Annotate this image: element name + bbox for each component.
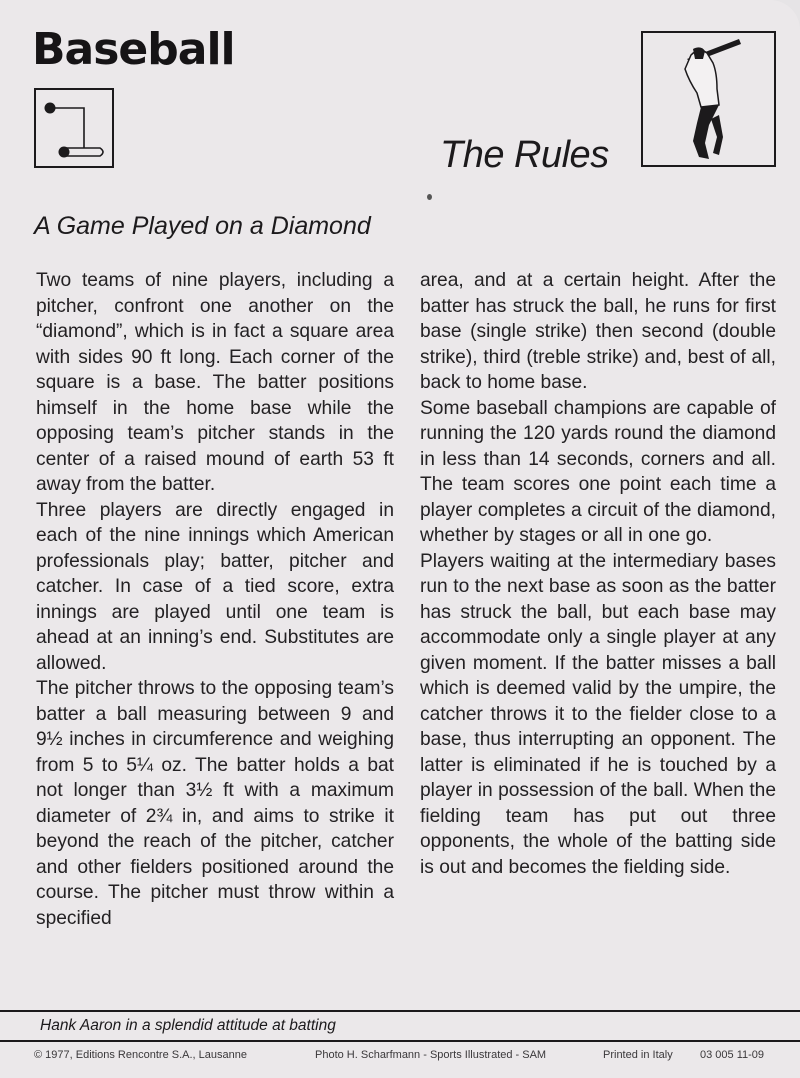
paragraph: Some baseball champions are capable of running the 120 yards round the diamond in less than 14 seconds, corners and all. The team scores one point each time a player completes a circuit of the diamond, whether by stages or all in one go. [420, 397, 776, 546]
batter-silhouette-icon [641, 31, 776, 167]
section-heading: The Rules [440, 134, 609, 176]
paragraph: Two teams of nine players, including a pitcher, confront one another on the “diamond”, which is in fact a square area with sides 90 ft long. Each corner of the square is a base. The batter positions himself in the home base while the opposing team’s pitcher stands in the center of a raised mound of earth 53 ft away from the batter. [36, 270, 394, 495]
photo-credit: Photo H. Scharfmann - Sports Illustrated - SAM [315, 1049, 547, 1061]
body-column-left [36, 268, 394, 931]
paragraph: The pitcher throws to the opposing team’s batter a ball measuring between 9 and 9½ inches in circumference and weighing from 5 to 5¼ oz. The batter holds a bat not longer than 3½ ft with a maximum diameter of 2¾ in, and aims to strike it beyond the reach of the pitcher, catcher and other fielders positioned around the course. The pitcher must throw within a specified [36, 678, 394, 929]
rules-scroll-icon [34, 88, 114, 168]
paragraph: area, and at a certain height. After the batter has struck the ball, he runs for first base (single strike) then second (double strike), third (treble strike) and, best of all, back to home base. [420, 270, 776, 393]
caption-top-rule [0, 1010, 800, 1012]
paragraph: Players waiting at the intermediary bases run to the next base as soon as the batter has struck the ball, but each base may accommodate only a single player at any given moment. If the batter misses a ball which is deemed valid by the umpire, the catcher throws it to the fielder close to a base, thus interrupting an opponent. The latter is eliminated if he is touched by a player in possession of the ball. When the fielding team has put out three opponents, the whole of the batting side is out and becomes the fielding side. [420, 550, 776, 878]
printed-in: Printed in Italy [603, 1049, 673, 1061]
photo-caption: Hank Aaron in a splendid attitude at batting [40, 1017, 336, 1034]
ink-speck [427, 194, 432, 200]
copyright-text: © 1977, Editions Rencontre S.A., Lausanne [34, 1049, 247, 1061]
card-code: 03 005 11-09 [700, 1049, 765, 1061]
paragraph: Three players are directly engaged in each of the nine innings which American professionals play; batter, pitcher and catcher. In case of a tied score, extra innings are played until one team is ahead at an inning’s end. Substitutes are allowed. [36, 499, 394, 674]
article-subtitle: A Game Played on a Diamond [34, 212, 371, 240]
caption-bottom-rule [0, 1040, 800, 1042]
card-title: Baseball [32, 24, 235, 75]
body-column-right [420, 268, 776, 880]
